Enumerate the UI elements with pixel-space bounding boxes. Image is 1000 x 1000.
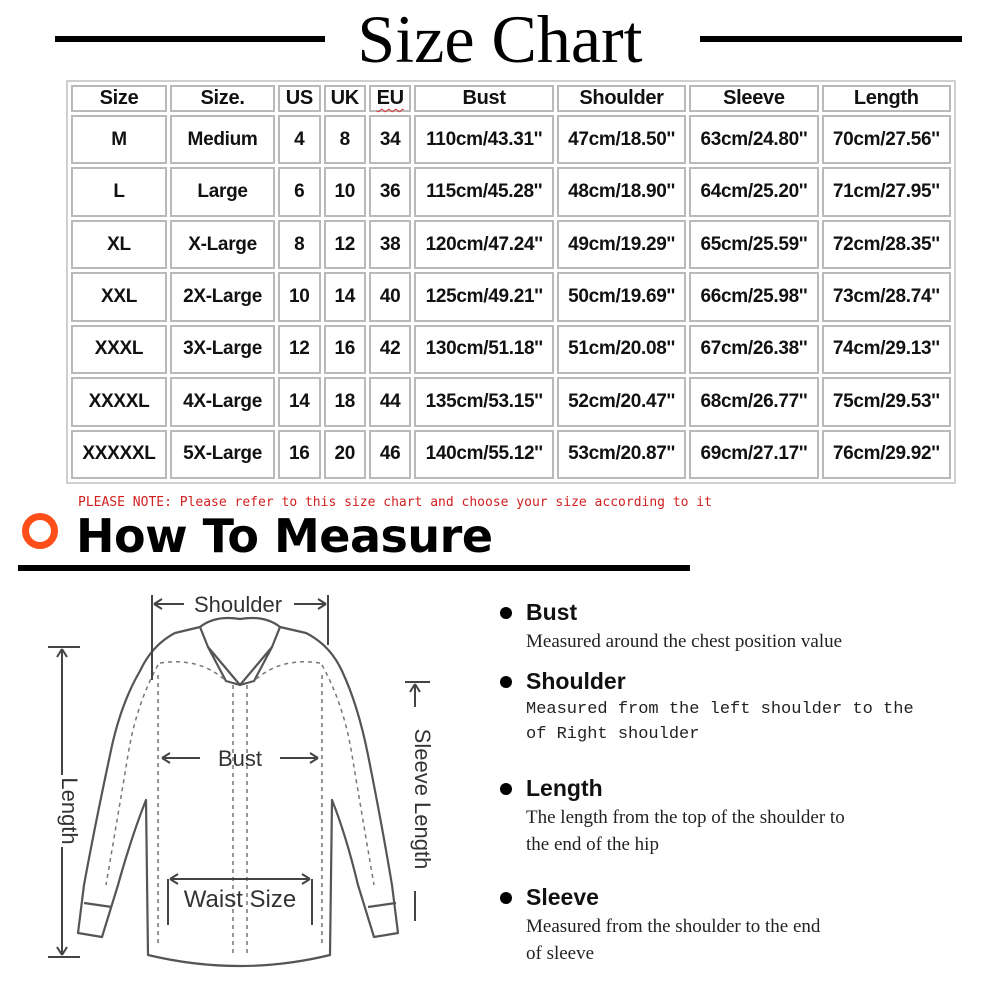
cell-bust: 115cm/45.28'' <box>414 167 553 216</box>
measure-item-bust <box>498 598 978 655</box>
cell-eu: 44 <box>369 377 411 426</box>
cell-length: 70cm/27.56'' <box>822 115 951 164</box>
cell-size-code: XXL <box>71 272 167 321</box>
cell-length: 72cm/28.35'' <box>822 220 951 269</box>
sleeve-length-label: Sleeve Length <box>410 728 435 870</box>
col-header-length: Length <box>822 85 951 112</box>
measure-shoulder-desc-line-2: of Right shoulder <box>526 725 700 744</box>
measure-item-shoulder <box>498 667 978 747</box>
cell-sleeve: 66cm/25.98'' <box>689 272 818 321</box>
col-header-shoulder: Shoulder <box>557 85 686 112</box>
cell-us: 16 <box>278 430 320 479</box>
waist-size-label: Waist Size <box>183 886 297 913</box>
shirt-outline <box>78 618 398 966</box>
cell-shoulder: 52cm/20.47'' <box>557 377 686 426</box>
cell-us: 4 <box>278 115 320 164</box>
col-header-us: US <box>278 85 320 112</box>
col-header-sleeve: Sleeve <box>689 85 818 112</box>
eu-header-label: EU <box>376 87 404 109</box>
cell-sleeve: 69cm/27.17'' <box>689 430 818 479</box>
measure-bust-desc: Measured around the chest position value <box>526 631 843 652</box>
cell-bust: 120cm/47.24'' <box>414 220 553 269</box>
measure-sleeve-desc-line-1: Measured from the shoulder to the end <box>526 916 821 937</box>
measure-length-heading <box>498 774 978 802</box>
table-row <box>71 325 951 374</box>
cell-sleeve: 63cm/24.80'' <box>689 115 818 164</box>
measure-sleeve-desc-line-2: of sleeve <box>526 943 595 964</box>
cell-bust: 110cm/43.31'' <box>414 115 553 164</box>
cell-shoulder: 50cm/19.69'' <box>557 272 686 321</box>
cell-us: 12 <box>278 325 320 374</box>
cell-size-name: Large <box>170 167 275 216</box>
heading-underline <box>18 565 690 571</box>
cell-bust: 130cm/51.18'' <box>414 325 553 374</box>
shirt-diagram-svg <box>40 585 450 985</box>
cell-uk: 20 <box>324 430 366 479</box>
cell-eu: 36 <box>369 167 411 216</box>
size-table-body <box>71 115 951 479</box>
cell-shoulder: 47cm/18.50'' <box>557 115 686 164</box>
measure-bust-heading <box>498 598 978 626</box>
cell-length: 76cm/29.92'' <box>822 430 951 479</box>
cell-shoulder: 53cm/20.87'' <box>557 430 686 479</box>
cell-uk: 14 <box>324 272 366 321</box>
cell-length: 71cm/27.95'' <box>822 167 951 216</box>
cell-eu: 40 <box>369 272 411 321</box>
cell-uk: 8 <box>324 115 366 164</box>
bullet-icon <box>500 892 512 904</box>
shoulder-label: Shoulder <box>193 592 283 617</box>
orange-circle-icon <box>22 513 58 549</box>
cell-length: 75cm/29.53'' <box>822 377 951 426</box>
cell-uk: 12 <box>324 220 366 269</box>
cell-eu: 42 <box>369 325 411 374</box>
page-title: Size Chart <box>357 1 643 77</box>
measure-length-desc-line-1: The length from the top of the shoulder to <box>526 807 845 828</box>
size-table <box>68 82 954 482</box>
shirt-diagram <box>40 585 450 985</box>
cell-size-code: XXXXXL <box>71 430 167 479</box>
measure-length-title: Length <box>526 775 603 801</box>
cell-sleeve: 65cm/25.59'' <box>689 220 818 269</box>
cell-us: 6 <box>278 167 320 216</box>
cell-uk: 10 <box>324 167 366 216</box>
cell-size-code: XXXL <box>71 325 167 374</box>
cell-shoulder: 49cm/19.29'' <box>557 220 686 269</box>
cell-bust: 140cm/55.12'' <box>414 430 553 479</box>
measure-sleeve-title: Sleeve <box>526 884 599 910</box>
measure-shoulder-heading <box>498 667 978 695</box>
cell-uk: 18 <box>324 377 366 426</box>
cell-size-code: M <box>71 115 167 164</box>
size-table-frame <box>66 80 956 484</box>
cell-eu: 46 <box>369 430 411 479</box>
cell-eu: 38 <box>369 220 411 269</box>
table-row <box>71 167 951 216</box>
table-row <box>71 430 951 479</box>
measure-shoulder-desc-line-1: Measured from the left shoulder to the <box>526 700 914 719</box>
bust-label: Bust <box>217 746 263 771</box>
cell-eu: 34 <box>369 115 411 164</box>
cell-size-code: XL <box>71 220 167 269</box>
cell-size-code: L <box>71 167 167 216</box>
measure-shoulder-title: Shoulder <box>526 668 626 694</box>
bullet-icon <box>500 607 512 619</box>
cell-sleeve: 67cm/26.38'' <box>689 325 818 374</box>
cell-bust: 135cm/53.15'' <box>414 377 553 426</box>
cell-uk: 16 <box>324 325 366 374</box>
cell-us: 8 <box>278 220 320 269</box>
measure-item-length <box>498 774 978 858</box>
how-to-measure-title: How To Measure <box>76 509 493 563</box>
cell-length: 73cm/28.74'' <box>822 272 951 321</box>
bullet-icon <box>500 783 512 795</box>
col-header-uk: UK <box>324 85 366 112</box>
table-row <box>71 377 951 426</box>
cell-size-name: 3X-Large <box>170 325 275 374</box>
col-header-size-name: Size. <box>170 85 275 112</box>
cell-size-name: X-Large <box>170 220 275 269</box>
length-label: Length <box>57 777 82 845</box>
col-header-size: Size <box>71 85 167 112</box>
cell-size-code: XXXXL <box>71 377 167 426</box>
size-note: PLEASE NOTE: Please refer to this size chart and choose your size according to it <box>78 495 712 510</box>
col-header-eu <box>369 85 411 112</box>
table-row <box>71 220 951 269</box>
cell-size-name: 2X-Large <box>170 272 275 321</box>
measure-sleeve-heading <box>498 883 978 911</box>
cell-us: 10 <box>278 272 320 321</box>
cell-size-name: 5X-Large <box>170 430 275 479</box>
cell-length: 74cm/29.13'' <box>822 325 951 374</box>
col-header-bust: Bust <box>414 85 553 112</box>
measure-item-sleeve <box>498 883 978 967</box>
cell-sleeve: 68cm/26.77'' <box>689 377 818 426</box>
cell-bust: 125cm/49.21'' <box>414 272 553 321</box>
cell-shoulder: 51cm/20.08'' <box>557 325 686 374</box>
cell-size-name: Medium <box>170 115 275 164</box>
measure-bust-title: Bust <box>526 599 578 625</box>
table-row <box>71 115 951 164</box>
cell-sleeve: 64cm/25.20'' <box>689 167 818 216</box>
cell-us: 14 <box>278 377 320 426</box>
measure-length-desc-line-2: the end of the hip <box>526 834 659 855</box>
table-row <box>71 272 951 321</box>
table-header-row <box>71 85 951 112</box>
cell-shoulder: 48cm/18.90'' <box>557 167 686 216</box>
cell-size-name: 4X-Large <box>170 377 275 426</box>
bullet-icon <box>500 676 512 688</box>
